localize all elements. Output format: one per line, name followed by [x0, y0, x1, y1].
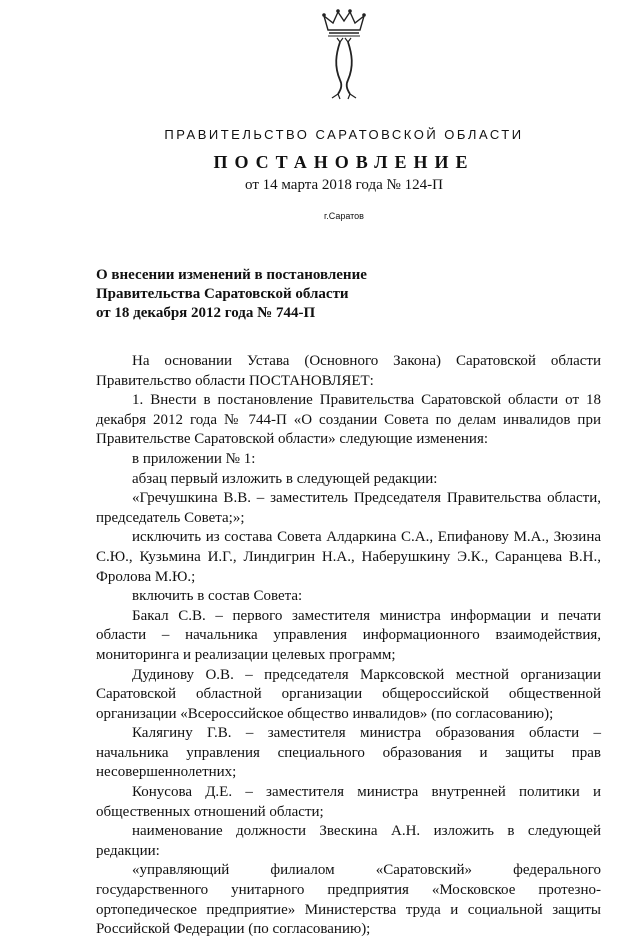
- body-paragraph: абзац первый изложить в следующей редакции:: [132, 470, 438, 487]
- body-paragraph: Калягину Г.В. – заместителя министра образования области – начальника управления специального образования и защиты прав несовершеннолетних;: [96, 725, 601, 781]
- document-subject: [96, 266, 416, 323]
- body-paragraph: Дудинову О.В. – председателя Марксовской местной организации Саратовской областной организации общероссийской общественной организации «Всероссийское общество инвалидов» (по согласованию);: [96, 666, 601, 722]
- body-paragraph: «Гречушкина В.В. – заместитель Председателя Правительства области, председатель Совета;»;: [96, 490, 601, 526]
- document-city: г.Саратов: [324, 211, 364, 221]
- coat-of-arms-emblem: [318, 8, 370, 100]
- subject-line: от 18 декабря 2012 года № 744-П: [96, 305, 316, 321]
- body-paragraph: На основании Устава (Основного Закона) Саратовской области Правительство области ПОСТАНОВЛЯЕТ:: [96, 353, 601, 389]
- subject-line: Правительства Саратовской области: [96, 286, 349, 302]
- body-paragraph: Бакал С.В. – первого заместителя министра информации и печати области – начальника управления информационного взаимодействия, мониторинга и реализации целевых программ;: [96, 607, 601, 663]
- body-paragraph: Конусова Д.Е. – заместителя министра внутренней политики и общественных отношений области;: [96, 784, 601, 820]
- document-date-number: от 14 марта 2018 года № 124-П: [245, 177, 443, 193]
- body-paragraph: в приложении № 1:: [132, 450, 256, 467]
- government-name: ПРАВИТЕЛЬСТВО САРАТОВСКОЙ ОБЛАСТИ: [164, 127, 524, 142]
- document-body: [96, 352, 601, 940]
- subject-line: О внесении изменений в постановление: [96, 267, 367, 283]
- document-type: ПОСТАНОВЛЕНИЕ: [213, 152, 475, 172]
- body-paragraph: наименование должности Звескина А.Н. изложить в следующей редакции:: [96, 823, 601, 859]
- body-paragraph: 1. Внести в постановление Правительства Саратовской области от 18 декабря 2012 года № 744-П «О создании Совета по делам инвалидов при Правительстве Саратовской области» следующие изменения:: [96, 392, 601, 448]
- body-paragraph: исключить из состава Совета Алдаркина С.А., Епифанову М.А., Зюзина С.Ю., Кузьмина И.Г., Линдигрин Н.А., Наберушкину Э.К., Саранцева В.Н., Фролова М.Ю.;: [96, 529, 601, 585]
- body-paragraph: «управляющий филиалом «Саратовский» федерального государственного унитарного предприятия «Московское протезно-ортопедическое предприятие» Министерства труда и социальной защиты Российской Федерации (по согласованию);: [96, 862, 601, 938]
- body-paragraph: включить в состав Совета:: [132, 588, 303, 605]
